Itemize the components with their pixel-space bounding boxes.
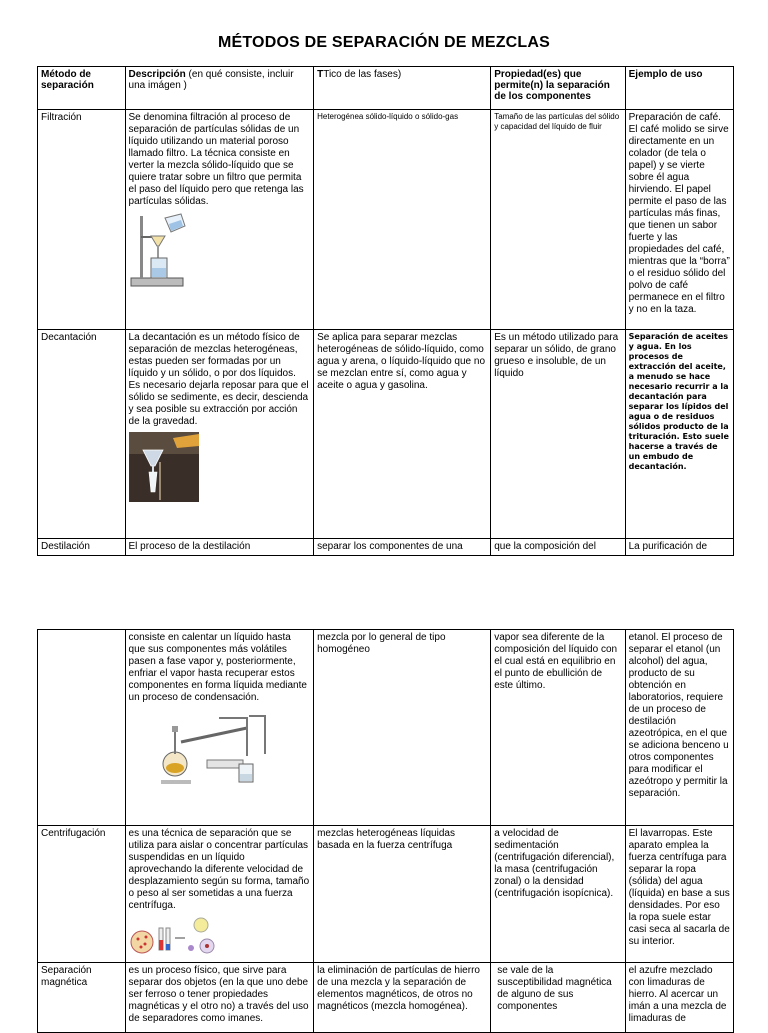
example-decantacion: Separación de aceites y agua. En los procesos de extracción del aceite, a menudo se hace necesario recurrir a la decantación para separar los lípidos del agua o de residuos sólidos producto de la trituración. Esto suele hacerse a través de un embudo de decantación. [625, 330, 733, 539]
method-separacion-magnetica: Separación magnética [38, 963, 126, 1033]
methods-table-page-1 [37, 66, 734, 556]
table-row-filtracion [38, 110, 734, 330]
description-separacion-magnetica: es un proceso físico, que sirve para separar dos objetos (en la que uno debe ser ferroso o tener propiedades magnéticas y el otro no) a través del uso de separadores como imanes. [125, 963, 314, 1033]
header-description-note: (en qué consiste, incluir una imágen ) [128, 69, 294, 91]
filtration-apparatus-image [129, 212, 189, 288]
description-destilacion-a: El proceso de la destilación [125, 539, 314, 556]
method-destilacion: Destilación [38, 539, 126, 556]
distillation-apparatus-image [159, 708, 279, 786]
header-phases: TTico de las fases) [314, 67, 491, 110]
description-centrifugacion: es una técnica de separación que se utiliza para aislar o concentrar partículas suspendidas en un líquido aprovechando la diferente velocidad de desplazamiento según su forma, tamaño o peso al ser sometidas a una fuerza centrífuga. [125, 826, 314, 963]
page-title: MÉTODOS DE SEPARACIÓN DE MEZCLAS [217, 34, 551, 51]
description-destilacion-b: consiste en calentar un líquido hasta que sus componentes más volátiles pasen a fase vapor y, posteriormente, enfriar el vapor hasta recuperar estos componentes en forma líquida mediante un proceso de condensación. [125, 630, 314, 826]
example-filtracion: Preparación de café. El café molido se sirve directamente en un colador (de tela o papel) y se vierte sobre él agua hirviendo. El papel permite el paso de las partículas más finas, que tienen un sabor fuerte y las propiedades del café, mientras que la “borra” o el residuo sólido del polvo de café permanece en el filtro y no en la taza. [625, 110, 733, 330]
table-row-separacion-magnetica [38, 963, 734, 1033]
phases-filtracion: Heterogénea sólido-líquido o sólido-gas [314, 110, 491, 330]
property-separacion-magnetica: se vale de la susceptibilidad magnética de alguno de sus componentes [491, 963, 625, 1033]
header-method: Método de separación [38, 67, 126, 110]
header-description: Descripción (en qué consiste, incluir una imágen ) [125, 67, 314, 110]
centrifugation-diagram-image [129, 916, 219, 956]
phases-destilacion-a: separar los componentes de una [314, 539, 491, 556]
example-separacion-magnetica: el azufre mezclado con limaduras de hierro. Al acercar un imán a una mezcla de limaduras de [625, 963, 733, 1033]
table-header-row [38, 67, 734, 110]
property-destilacion-a: que la composición del [491, 539, 625, 556]
description-decantacion: La decantación es un método físico de separación de mezclas heterogéneas, estas pueden ser formadas por un líquido y un sólido, o por dos líquidos. Es necesario dejarla reposar para que el sólido se sedimente, es decir, descienda y sea posible su extracción por acción de la gravedad. [125, 330, 314, 539]
property-decantacion: Es un método utilizado para separar un sólido, de grano grueso e insoluble, de un líquido [491, 330, 625, 539]
table-row-decantacion [38, 330, 734, 539]
phases-separacion-magnetica: la eliminación de partículas de hierro de una mezcla y la separación de elementos magnéticos, de otros no magnéticos (mezcla homogénea). [314, 963, 491, 1033]
example-destilacion-a: La purificación de [625, 539, 733, 556]
phases-decantacion: Se aplica para separar mezclas heterogéneas de sólido-líquido, como agua y arena, o líquido-líquido que no se mezclan entre sí, como agua y aceite o agua y gasolina. [314, 330, 491, 539]
method-decantacion: Decantación [38, 330, 126, 539]
table-row-destilacion-part1 [38, 539, 734, 556]
method-filtracion: Filtración [38, 110, 126, 330]
phases-destilacion-b: mezcla por lo general de tipo homogéneo [314, 630, 491, 826]
description-filtracion: Se denomina filtración al proceso de separación de partículas sólidas de un líquido utilizando un material poroso llamado filtro. La técnica consiste en verter la mezcla sólido-líquido que se quiere tratar sobre un filtro que permita el paso del líquido pero que retenga las partículas sólidas. [125, 110, 314, 330]
table-row-centrifugacion [38, 826, 734, 963]
decantation-funnel-image [129, 432, 199, 502]
example-centrifugacion: El lavarropas. Este aparato emplea la fuerza centrífuga para separar la ropa (sólida) del agua (líquida) en base a sus densidades. Por eso la ropa suele estar casi seca al sacarla de su interior. [625, 826, 733, 963]
method-centrifugacion: Centrifugación [38, 826, 126, 963]
methods-table-page-2 [37, 629, 734, 1033]
example-destilacion-b: etanol. El proceso de separar el etanol (un alcohol) del agua, producto de su obtención en laboratorios, requiere de un proceso de destilación azeotrópica, en el que se adiciona benceno u otros componentes para modificar el azeótropo y permitir la separación. [625, 630, 733, 826]
header-property: Propiedad(es) que permite(n) la separación de los componentes [491, 67, 625, 110]
property-destilacion-b: vapor sea diferente de la composición del líquido con el cual está en equilibrio en el punto de ebullición de este último. [491, 630, 625, 826]
property-filtracion: Tamaño de las partículas del sólido y capacidad del líquido de fluir [491, 110, 625, 330]
table-row-destilacion-part2 [38, 630, 734, 826]
phases-centrifugacion: mezclas heterogéneas líquidas basada en la fuerza centrífuga [314, 826, 491, 963]
method-destilacion-continued [38, 630, 126, 826]
property-centrifugacion: a velocidad de sedimentación (centrifugación diferencial), la masa (centrifugación zonal) o la densidad (centrifugación isopícnica). [491, 826, 625, 963]
header-example: Ejemplo de uso [625, 67, 733, 110]
